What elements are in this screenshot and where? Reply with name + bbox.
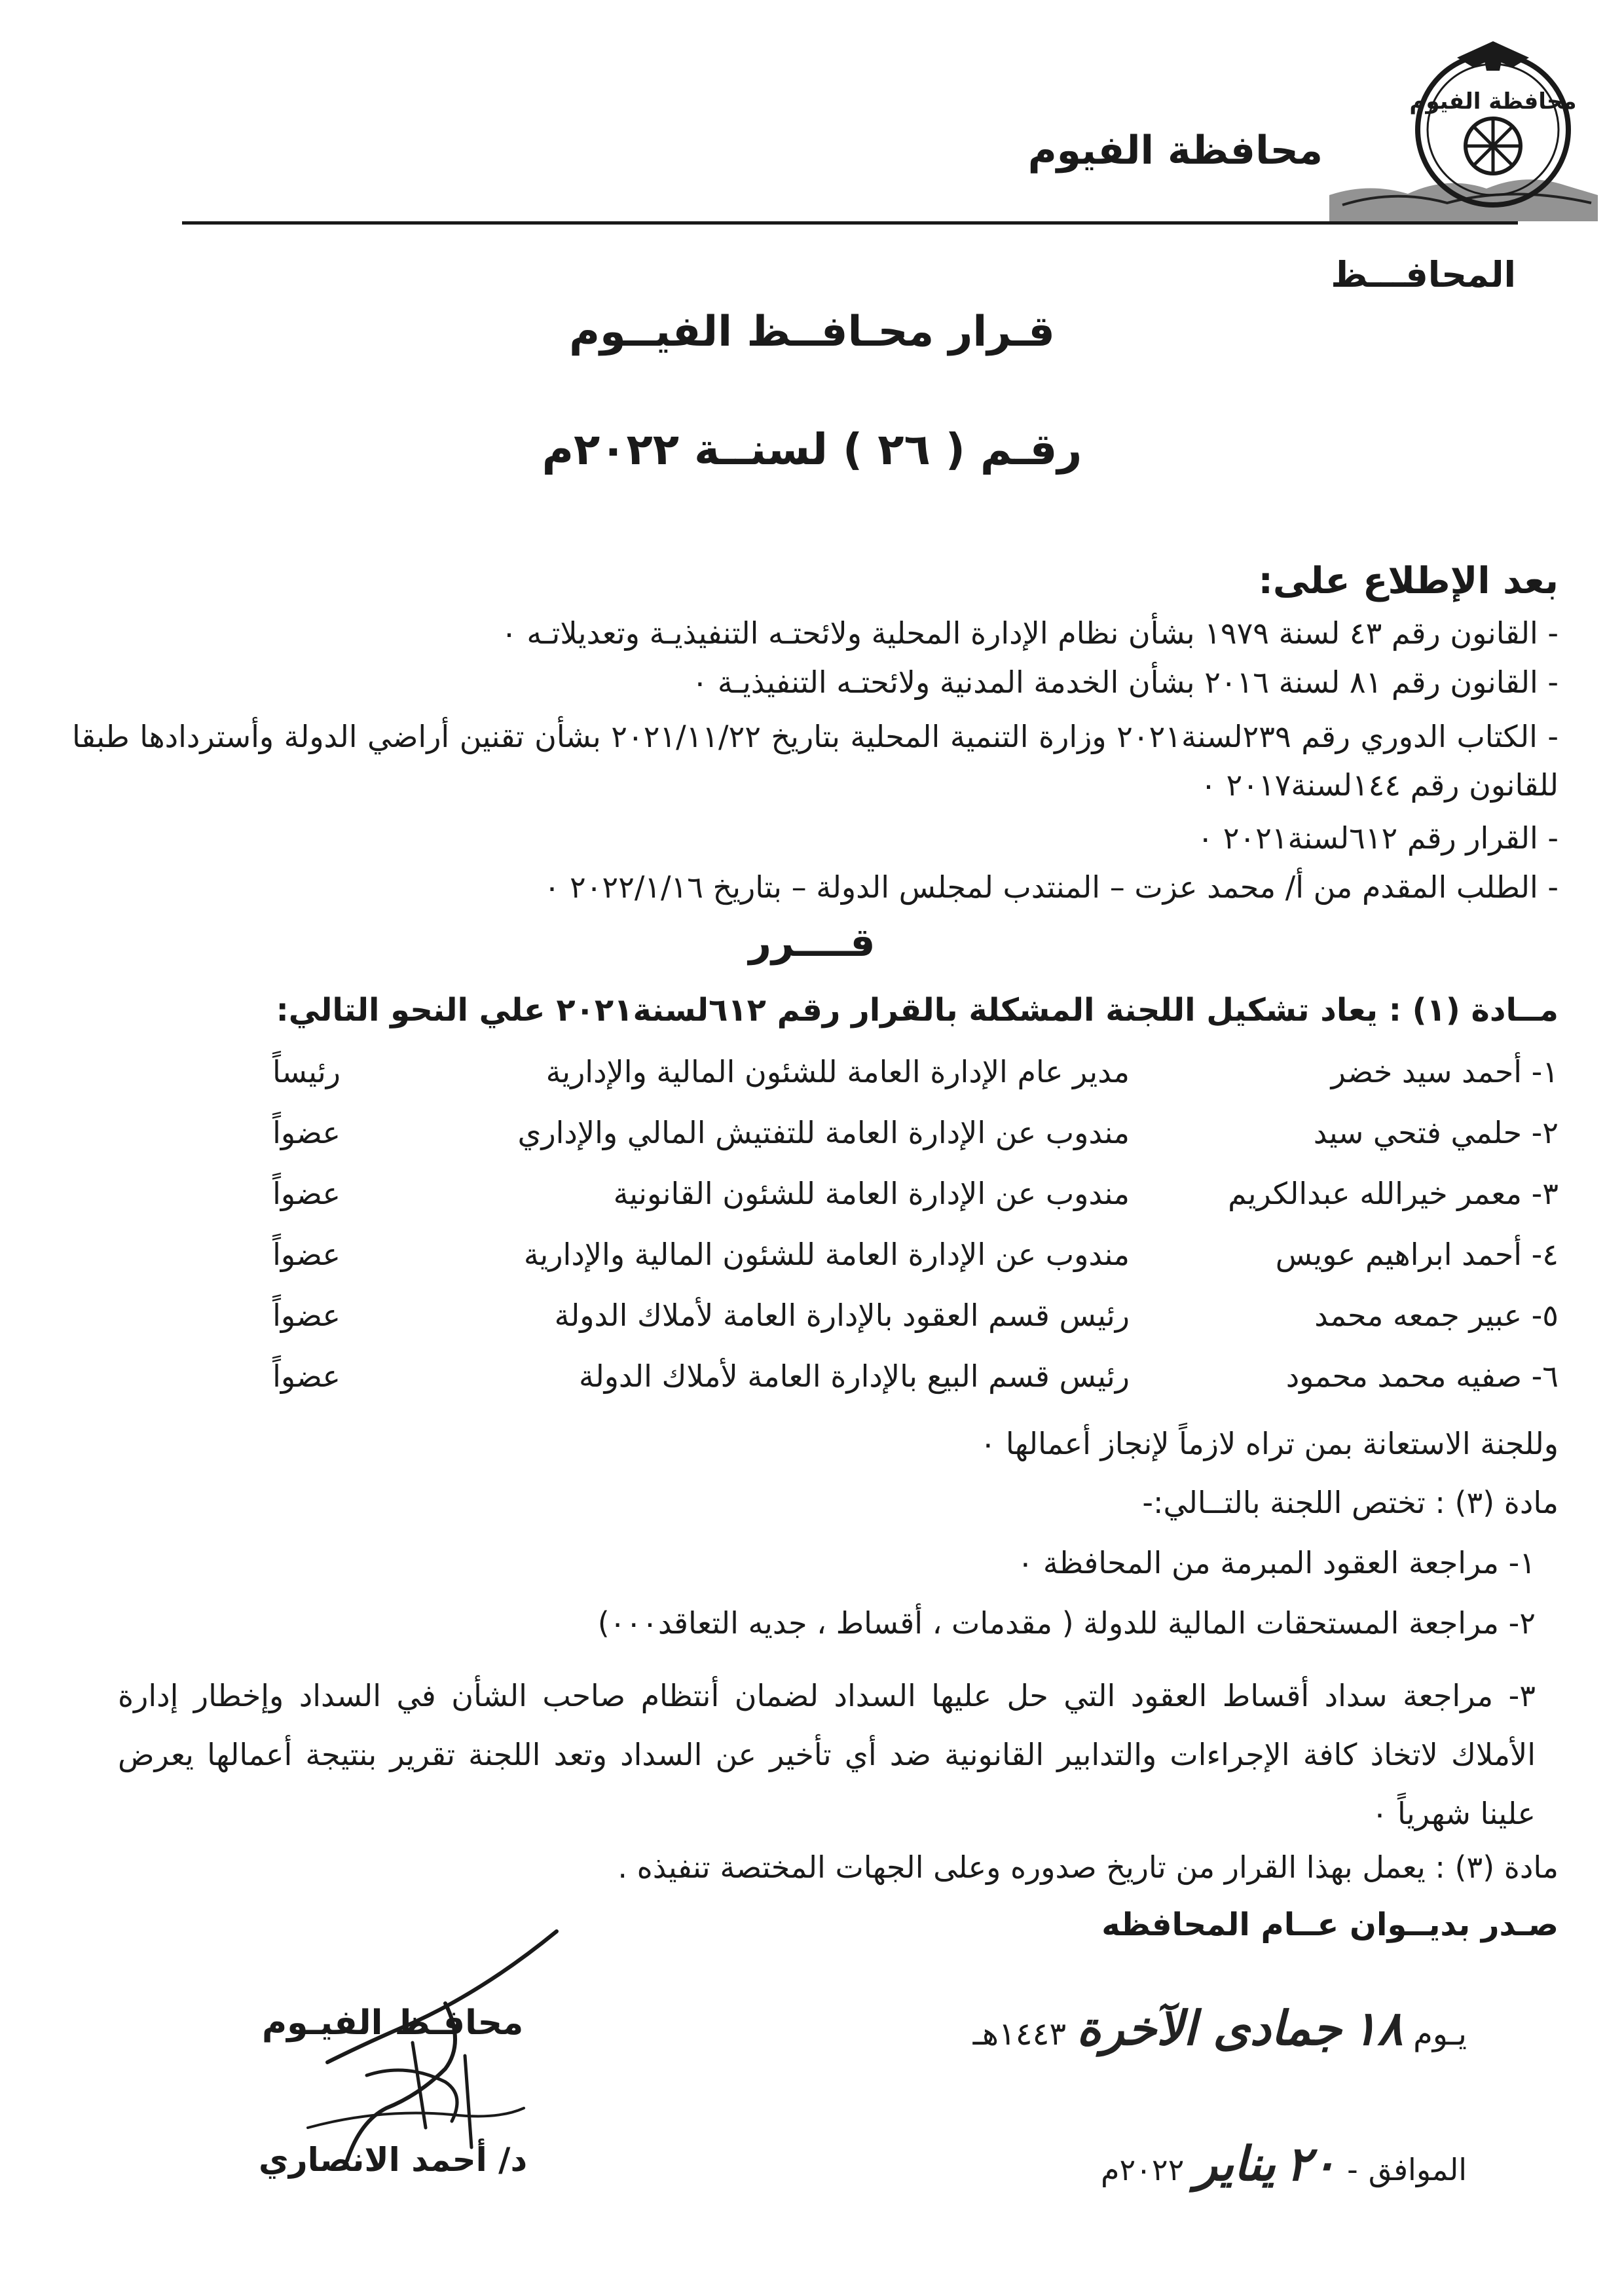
hijri-prefix: يـوم (1413, 2016, 1467, 2052)
office-label: المحافـــظ (1331, 254, 1516, 295)
gregorian-day: ٢٠ (1285, 2136, 1337, 2191)
gregorian-prefix: الموافق (1368, 2152, 1467, 2187)
hijri-month-handwritten: جمادى الآخرة (1077, 2000, 1342, 2056)
member-position: مدير عام الإدارة العامة للشئون المالية والإدارية (545, 1054, 1130, 1089)
member-role: رئيساً (272, 1054, 341, 1089)
preamble-item-3: - الكتاب الدوري رقم ٢٣٩لسنة٢٠٢١ وزارة التنمية المحلية بتاريخ ٢٠٢١/١١/٢٢ بشأن تقنين أراضي الدولة وأستردادها طبقا للقانون رقم ١٤٤لسنة٢٠١٧ ٠ (72, 719, 1559, 803)
preamble-item-1: - القانون رقم ٤٣ لسنة ١٩٧٩ بشأن نظام الإدارة المحلية ولائحتـه التنفيذيـة وتعديلاتـه ٠ (501, 615, 1559, 651)
member-position: رئيس قسم العقود بالإدارة العامة لأملاك الدولة (554, 1298, 1130, 1333)
committee-member-row (72, 1176, 1559, 1222)
member-position: مندوب عن الإدارة العامة للشئون القانونية (613, 1176, 1130, 1211)
decree-title: قـرار محـافــظ الفيــوم (569, 308, 1055, 356)
committee-member-row (72, 1298, 1559, 1343)
member-position: مندوب عن الإدارة العامة للشئون المالية والإدارية (523, 1237, 1130, 1272)
committee-help-note: وللجنة الاستعانة بمن تراه لازماً لإنجاز أعمالها ٠ (980, 1426, 1559, 1461)
hijri-day: ١٨ (1352, 2000, 1403, 2056)
governorate-emblem-icon (1316, 31, 1604, 221)
issued-at: صـدر بديــوان عــام المحافظه (1101, 1906, 1559, 1943)
member-name: ٥- عبير جمعه محمد (1314, 1298, 1559, 1333)
member-role: عضواً (272, 1115, 341, 1150)
task-item-2: ٢- مراجعة المستحقات المالية للدولة ( مقدمات ، أقساط ، جديه التعاقد٠٠٠) (597, 1605, 1536, 1641)
header-divider (182, 221, 1518, 225)
governorate-name: محافظة الفيوم (1027, 128, 1323, 173)
governor-name: د/ أحمد الانصاري (259, 2141, 528, 2179)
committee-member-row (72, 1358, 1559, 1404)
committee-member-row (72, 1237, 1559, 1283)
preamble-item-4: - القرار رقم ٦١٢لسنة٢٠٢١ ٠ (1197, 820, 1559, 856)
governor-title: محافـظ الفيـوم (262, 2003, 524, 2043)
decided-label: قــــرر (748, 920, 876, 966)
article-3-heading: مادة (٣) : تختص اللجنة بالتــالي:- (1142, 1485, 1559, 1520)
hijri-date (973, 2000, 1467, 2056)
committee-member-row (72, 1115, 1559, 1161)
member-name: ٤- أحمد ابراهيم عويس (1275, 1237, 1559, 1272)
decree-number: رقـم ( ٢٦ ) لسنــة ٢٠٢٢م (542, 424, 1082, 475)
gregorian-date: الموافق - ٢٠ يناير ٢٠٢٢م (1100, 2136, 1467, 2191)
hijri-year: ١٤٤٣هـ (972, 2016, 1067, 2052)
member-role: عضواً (272, 1237, 341, 1272)
member-name: ١- أحمد سيد خضر (1331, 1054, 1559, 1089)
member-name: ٢- حلمي فتحي سيد (1313, 1115, 1559, 1150)
task-item-3: ٣- مراجعة سداد أقساط العقود التي حل عليها السداد لضمان أنتظام صاحب الشأن في السداد وإخطار إدارة الأملاك لاتخاذ كافة الإجراءات والتدابير القانونية ضد أي تأخير عن السداد وتعد اللجنة تقرير بنتيجة أعمالها يعرض علينا شهرياً ٠ (118, 1678, 1536, 1831)
article-final: مادة (٣) : يعمل بهذا القرار من تاريخ صدوره وعلى الجهات المختصة تنفيذه . (618, 1850, 1559, 1885)
member-name: ٦- صفيه محمد محمود (1285, 1358, 1559, 1394)
member-position: مندوب عن الإدارة العامة للتفتيش المالي والإداري (517, 1115, 1130, 1150)
article-1-heading: مــادة (١) : يعاد تشكيل اللجنة المشكلة بالقرار رقم ٦١٢لسنة٢٠٢١ علي النحو التالي: (276, 992, 1559, 1029)
preamble-item-2: - القانون رقم ٨١ لسنة ٢٠١٦ بشأن الخدمة المدنية ولائحتـه التنفيذيـة ٠ (692, 665, 1559, 700)
emblem-text: محافظة الفيوم (1409, 88, 1577, 115)
gregorian-month-handwritten: يناير (1194, 2136, 1276, 2191)
task-item-1: ١- مراجعة العقود المبرمة من المحافظة ٠ (1017, 1545, 1536, 1580)
member-name: ٣- معمر خيرالله عبدالكريم (1228, 1176, 1559, 1211)
member-role: عضواً (272, 1358, 341, 1394)
member-role: عضواً (272, 1298, 341, 1333)
committee-member-row (72, 1054, 1559, 1100)
member-position: رئيس قسم البيع بالإدارة العامة لأملاك الدولة (579, 1358, 1130, 1394)
member-role: عضواً (272, 1176, 341, 1211)
preamble-item-5: - الطلب المقدم من أ/ محمد عزت – المنتدب لمجلس الدولة – بتاريخ ٢٠٢٢/١/١٦ ٠ (544, 869, 1559, 905)
preamble-heading: بعد الإطلاع على: (1258, 560, 1559, 602)
gregorian-year: ٢٠٢٢م (1100, 2152, 1185, 2187)
